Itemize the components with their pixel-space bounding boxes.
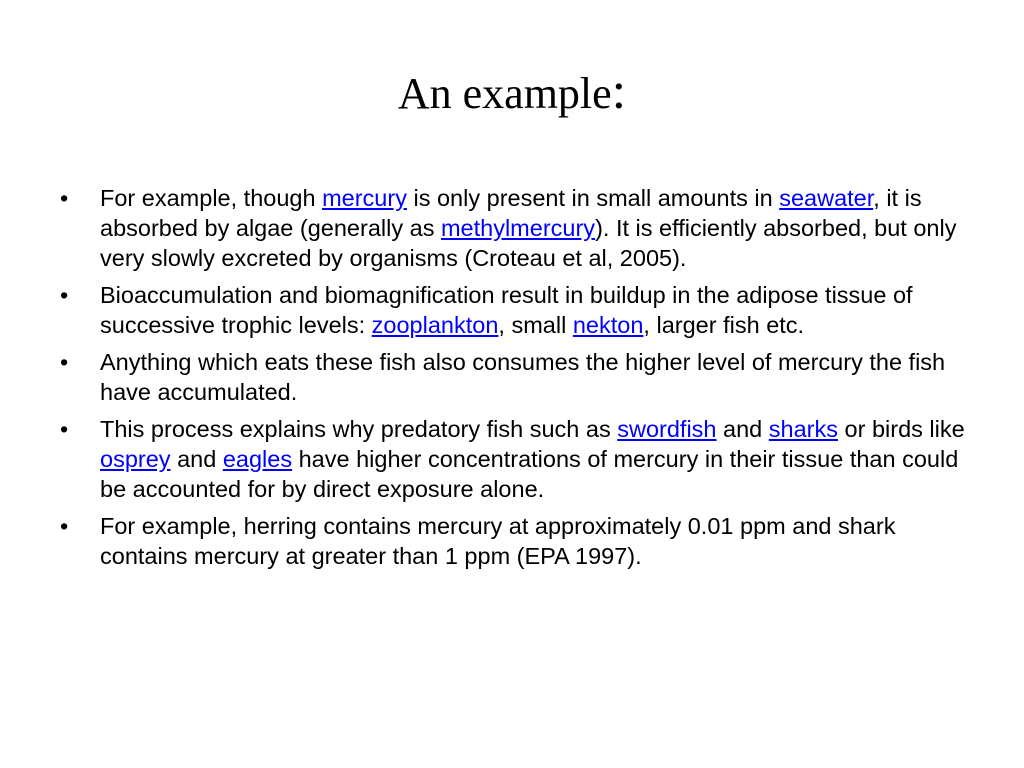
bullet-item-mercury-absorption (56, 183, 966, 273)
bullet-text: have higher concentrations of mercury in their tissue than could be accounted for by direct exposure alone. (100, 446, 959, 502)
bullet-text: , small (498, 312, 573, 338)
bullet-text: For example, though (100, 185, 323, 211)
bullet-text: ). It is efficiently absorbed, but only very slowly excreted by organisms (Croteau et al, 2005). (100, 215, 957, 271)
bullet-marker: • (60, 416, 69, 442)
bullet-item-predators-consume (56, 347, 966, 407)
bullet-text: , larger fish etc. (643, 312, 805, 338)
link-osprey[interactable]: osprey (100, 446, 171, 472)
slide-title-text: An example (397, 69, 612, 118)
slide-title-colon: : (611, 63, 627, 120)
link-seawater[interactable]: seawater (779, 185, 874, 211)
link-swordfish[interactable]: swordfish (617, 416, 717, 442)
bullet-item-predatory-fish (56, 414, 966, 504)
bullet-marker: • (60, 282, 69, 308)
slide-title (0, 62, 1024, 124)
bullet-marker: • (60, 513, 69, 539)
link-zooplankton[interactable]: zooplankton (371, 312, 499, 338)
bullet-marker: • (60, 185, 69, 211)
bullet-text: Anything which eats these fish also consumes the higher level of mercury the fish have accumulated. (100, 349, 946, 405)
bullet-text: and (170, 446, 223, 472)
bullet-item-bioaccumulation (56, 280, 966, 340)
bullet-item-herring-shark (56, 511, 966, 571)
bullet-marker: • (60, 349, 69, 375)
bullet-text: , it is absorbed by algae (generally as (100, 185, 922, 241)
bullet-list (56, 183, 966, 578)
link-eagles[interactable]: eagles (222, 446, 293, 472)
link-methylmercury[interactable]: methylmercury (440, 215, 596, 241)
bullet-text: This process explains why predatory fish such as (100, 416, 618, 442)
bullet-text: or birds like (838, 416, 965, 442)
link-mercury[interactable]: mercury (322, 185, 407, 211)
bullet-text: Bioaccumulation and biomagnification result in buildup in the adipose tissue of successive trophic levels: (100, 282, 913, 338)
bullet-text: For example, herring contains mercury at approximately 0.01 ppm and shark contains mercury at greater than 1 ppm (EPA 1997). (100, 513, 896, 569)
link-sharks[interactable]: sharks (768, 416, 838, 442)
bullet-text: and (716, 416, 769, 442)
link-nekton[interactable]: nekton (572, 312, 644, 338)
bullet-text: is only present in small amounts in (406, 185, 780, 211)
